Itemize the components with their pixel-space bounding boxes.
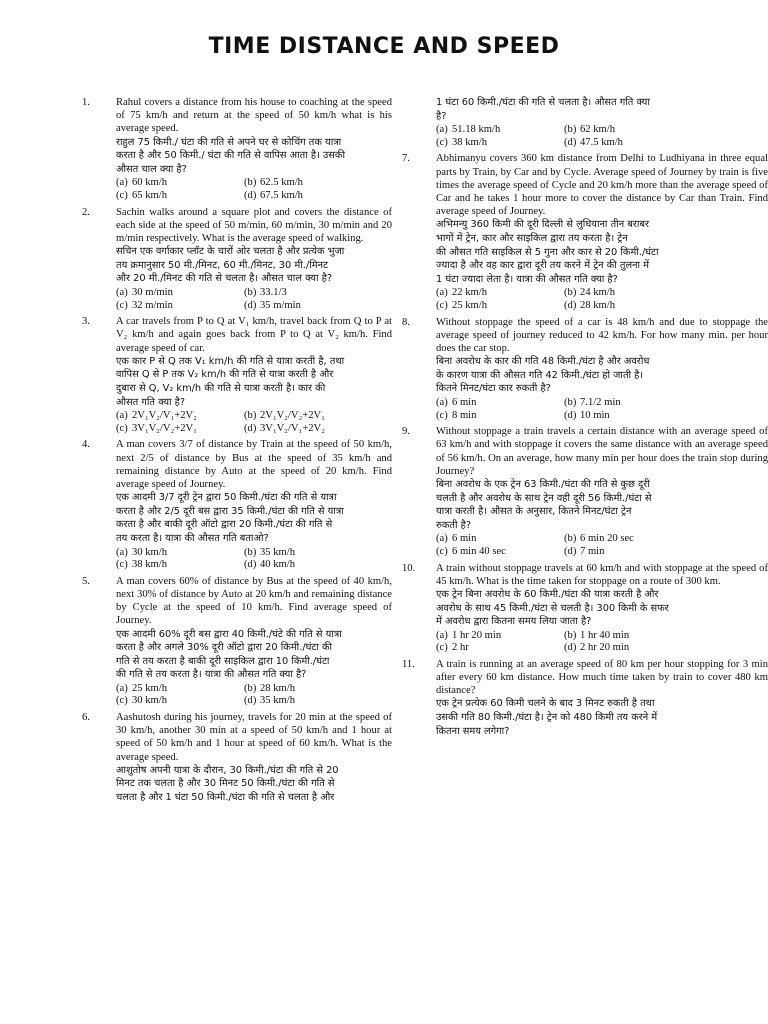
- question: [82, 206, 392, 313]
- question-number: 11.: [402, 658, 415, 670]
- answer-options: [436, 630, 768, 655]
- answer-options: [116, 547, 392, 572]
- question-text-hindi: यात्रा करती है। औसत के अनुसार, कितने मिनट/घंटा ट्रेन: [436, 506, 632, 518]
- question-text-hindi: 1 घंटा ज्यादा लेता है। यात्रा की औसत गति क्या है?: [436, 273, 618, 285]
- option-value: 8 min: [452, 409, 477, 421]
- question-text-hindi: चलती है और अवरोध के साथ ट्रेन वही दूरी 56 किमी./घंटा से: [436, 492, 652, 504]
- option-value: 30 m/min: [132, 286, 173, 298]
- option-label: (b): [564, 287, 577, 299]
- option-value: 25 km/h: [132, 682, 168, 694]
- question: [402, 316, 768, 423]
- option-value: 35 m/min: [260, 299, 301, 311]
- question-text-english: Rahul covers a distance from his house to coaching at the speed of 75 km/h and return at the speed of 50 km/h what is his average speed.: [116, 97, 392, 135]
- question-text-hindi: एक कार P से Q तक V₁ km/h की गति से यात्रा करती है, तथा: [116, 355, 345, 367]
- option-value: 32 m/min: [132, 299, 173, 311]
- question-text-hindi: चलता है और 1 घंटा 50 किमी./घंटा की गति से चलता है और: [116, 792, 335, 804]
- option-value: 67.5 km/h: [260, 189, 303, 201]
- option-value: 7.1/2 min: [580, 396, 621, 408]
- option-value: 40 km/h: [260, 559, 296, 571]
- question: [82, 711, 392, 805]
- option-label: (d): [564, 642, 577, 654]
- question-text-hindi: बिना अवरोध के एक ट्रेन 63 किमी./घंटा की गति से कुछ दूरी: [436, 478, 650, 490]
- question-text-hindi: आशुतोष अपनी यात्रा के दौरान, 30 किमी./घंटा की गति से 20: [116, 764, 339, 776]
- answer-options: [436, 397, 768, 422]
- question-text-hindi: औसत चाल क्या है?: [116, 163, 187, 175]
- question-text-english: Without stoppage the speed of a car is 48 km/h and due to stoppage the average speed of journey reduced to 42 km/h. For how many min. per hour does the car stop.: [436, 316, 768, 354]
- option-label: (d): [244, 695, 257, 707]
- answer-options: [436, 124, 768, 149]
- option-label: (c): [436, 545, 448, 557]
- question-text-hindi: एक ट्रेन प्रत्येक 60 किमी चलने के बाद 3 मिनट रुकती है तथा: [436, 698, 655, 710]
- question-text-hindi: एक आदमी 60% दूरी बस द्वारा 40 किमी./घंटे की गति से यात्रा: [116, 628, 342, 640]
- question-text-hindi: कितना समय लगेगा?: [436, 725, 510, 737]
- question-text-hindi: करता है और 50 किमी./ घंटा की गति से वापिस आता है। उसकी: [116, 150, 345, 162]
- option-label: (b): [244, 177, 257, 189]
- question-text-hindi: तय करता है। यात्रा की औसत गति बताओ?: [116, 532, 269, 544]
- option-label: (c): [436, 642, 448, 654]
- option-label: (d): [564, 299, 577, 311]
- question-text-hindi: अभिमन्यु 360 किमी की दूरी दिल्ली से लुधियाना तीन बराबर: [436, 219, 649, 231]
- option-label: (b): [564, 124, 577, 136]
- option-value: 28 km/h: [580, 299, 616, 311]
- option-value: 30 km/h: [132, 695, 168, 707]
- question-number: 1.: [82, 97, 90, 108]
- question: [402, 152, 768, 312]
- question-text-hindi: की औसत गति साइकिल से 5 गुना और कार से 20 किमी./घंटा: [436, 246, 659, 258]
- option-label: (a): [116, 682, 128, 694]
- option-label: (a): [116, 286, 128, 298]
- option-label: (a): [436, 124, 448, 136]
- question-text-hindi: के कारण यात्रा की औसत गति 42 किमी./घंटा हो जाती है।: [436, 369, 644, 381]
- option-label: (b): [564, 396, 577, 408]
- question-text-hindi: में अवरोध द्वारा कितना समय लिया जाता है?: [436, 616, 592, 628]
- option-value: 7 min: [580, 545, 605, 557]
- option-value: 51.18 km/h: [452, 124, 501, 136]
- left-column: [82, 96, 392, 808]
- question-number: 5.: [82, 575, 90, 587]
- question-text-english: Aashutosh during his journey, travels for 20 min at the speed of 30 km/h, another 30 min at a speed of 50 km/h and 1 hour at speed of 50 km/h and 1 hour at speed of 60 km/h. What is the average speed.: [116, 712, 392, 763]
- question: [402, 658, 768, 738]
- option-label: (a): [436, 287, 448, 299]
- question-text-hindi: करता है और 2/5 दूरी बस द्वारा 35 किमी./घंटा की गति से यात्रा: [116, 505, 344, 517]
- question-text-hindi: ज्यादा है और वह कार द्वारा दूरी तय करने में ट्रेन की तुलना में: [436, 260, 650, 272]
- page-title: TIME DISTANCE AND SPEED: [208, 34, 560, 59]
- option-label: (d): [564, 409, 577, 421]
- question-text-hindi: 1 घंटा 60 किमी./घंटा की गति से चलता है। औसत गति क्या: [436, 97, 650, 108]
- option-value: 1 hr 20 min: [452, 629, 502, 641]
- option-label: (c): [436, 299, 448, 311]
- question-text-english: A train is running at an average speed of 80 km per hour stopping for 3 min after every 60 km distance. How much time taken by train to cover 480 km distance?: [436, 658, 768, 697]
- question-text-hindi: औसत गति क्या है?: [116, 396, 186, 408]
- question-number: 3.: [82, 316, 90, 328]
- question-text-hindi: करता है और अगले 30% दूरी ऑटो द्वारा 20 किमी./घंटा की: [116, 642, 333, 654]
- question-text-hindi: है?: [436, 110, 447, 122]
- question-text-hindi: वापिस Q से P तक V₂ km/h की गति से यात्रा करती है और: [116, 369, 334, 381]
- option-value: 62 km/h: [580, 124, 616, 136]
- question-text-english: Abhimanyu covers 360 km distance from Delhi to Ludhiyana in three equal parts by Train, by Car and by Cycle. Average speed of Journey by train is five times the average speed of Cycle and 20 km/h more than the average speed of Car and he takes 1 hour more to cover the distance by Car than Train. Find average speed of Journey.: [436, 153, 768, 218]
- question-number: 8.: [402, 316, 410, 328]
- question: [402, 96, 768, 149]
- option-label: (a): [116, 177, 128, 189]
- option-value: 25 km/h: [452, 299, 488, 311]
- option-value: 33.1/3: [260, 286, 287, 298]
- question: [82, 315, 392, 435]
- option-label: (b): [244, 682, 257, 694]
- option-label: (c): [116, 189, 128, 201]
- question-number: 2.: [82, 206, 90, 218]
- option-value: 28 km/h: [260, 682, 296, 694]
- answer-options: [116, 683, 392, 708]
- option-value: 6 min: [452, 396, 477, 408]
- option-label: (d): [244, 559, 257, 571]
- question-text-hindi: भागों में ट्रेन, कार और साइकिल द्वारा तय करता है। ट्रेन: [436, 232, 628, 244]
- option-value: 60 km/h: [132, 177, 168, 189]
- question-text-hindi: सचिन एक वर्गाकार प्लॉट के चारों ओर चलता है और प्रत्येक भुजा: [116, 246, 345, 258]
- option-label: (c): [116, 422, 128, 434]
- answer-options: [436, 533, 768, 558]
- option-label: (a): [116, 410, 128, 422]
- right-column: [402, 96, 768, 741]
- option-value: 35 km/h: [260, 546, 296, 558]
- answer-options: [116, 177, 392, 202]
- answer-options: [436, 287, 768, 312]
- question-text-hindi: अवरोध के साथ 45 किमी./घंटा से चलती है। 300 किमी के सफर: [436, 602, 669, 614]
- question-text-hindi: रुकती है?: [436, 519, 472, 531]
- option-label: (c): [436, 136, 448, 148]
- option-label: (b): [564, 533, 577, 545]
- question-text-english: A car travels from P to Q at V₁ km/h, travel back from Q to P at V₂ km/h and again goes back from P to Q at V₂ km/h. Find average speed of car.: [116, 316, 392, 354]
- option-value: 2 hr 20 min: [580, 642, 630, 654]
- question-text-hindi: तय क्रमानुसार 50 मी./मिनट, 60 मी./मिनट, 30 मी./मिनट: [116, 259, 328, 271]
- question: [402, 425, 768, 558]
- option-label: (a): [436, 396, 448, 408]
- option-label: (b): [244, 410, 257, 422]
- option-label: (c): [116, 299, 128, 311]
- option-value: 35 km/h: [260, 695, 296, 707]
- option-value: 10 min: [580, 409, 610, 421]
- answer-options: [116, 287, 392, 312]
- option-value: 62.5 km/h: [260, 177, 303, 189]
- question-text-hindi: कितने मिनट/घंटा कार रुकती है?: [436, 383, 551, 395]
- option-value: 6 min 20 sec: [580, 533, 634, 545]
- option-label: (a): [436, 629, 448, 641]
- question-text-hindi: करता है और बाकी दूरी ऑटो द्वारा 20 किमी./घंटा की गति से: [116, 519, 333, 531]
- option-value: 2V₁V₂/V₂+2V₁: [260, 410, 325, 422]
- option-value: 2V₁V₂/V₁+2V₂: [132, 410, 197, 422]
- option-label: (b): [564, 629, 577, 641]
- question-text-english: A man covers 60% of distance by Bus at the speed of 40 km/h, next 30% of distance by Auto at 20 km/h and remaining distance by Cycle at the speed of 10 km/h. Find average speed of Journey.: [116, 575, 392, 627]
- option-label: (c): [116, 559, 128, 571]
- answer-options: [116, 410, 392, 435]
- option-label: (b): [244, 546, 257, 558]
- question: [82, 96, 392, 203]
- question-number: 6.: [82, 712, 90, 724]
- option-value: 1 hr 40 min: [580, 629, 630, 641]
- question-number: 4.: [82, 439, 90, 451]
- question: [82, 575, 392, 708]
- option-value: 30 km/h: [132, 546, 168, 558]
- option-value: 3V₁V₂/V₁+2V₂: [260, 422, 325, 434]
- question: [82, 438, 392, 571]
- option-value: 24 km/h: [580, 287, 616, 299]
- option-label: (a): [436, 533, 448, 545]
- option-value: 38 km/h: [132, 559, 168, 571]
- question-number: 10.: [402, 562, 416, 574]
- option-label: (b): [244, 286, 257, 298]
- option-label: (d): [564, 136, 577, 148]
- option-label: (d): [244, 422, 257, 434]
- option-value: 6 min: [452, 533, 477, 545]
- question-text-english: A train without stoppage travels at 60 km/h and with stoppage at the speed of 45 km/h. What is the time taken for stoppage on a route of 300 km.: [436, 562, 768, 587]
- question-text-hindi: गति से तय करता है बाकी दूरी साइकिल द्वारा 10 किमी./घंटा: [116, 655, 330, 667]
- option-label: (c): [116, 695, 128, 707]
- question: [402, 562, 768, 655]
- question-number: 7.: [402, 153, 410, 165]
- option-value: 22 km/h: [452, 287, 488, 299]
- question-text-hindi: राहुल 75 किमी./ घंटा की गति से अपने घर से कोचिंग तक यात्रा: [116, 136, 342, 148]
- option-value: 47.5 km/h: [580, 136, 623, 148]
- option-value: 6 min 40 sec: [452, 545, 506, 557]
- question-text-hindi: और 20 मी./मिनट की गति से चलता है। औसत चाल क्या है?: [116, 273, 333, 285]
- question-text-hindi: मिनट तक चलता है और 30 मिनट 50 किमी./घंटा की गति से: [116, 778, 335, 790]
- question-text-hindi: एक ट्रेन बिना अवरोध के 60 किमी./घंटा की यात्रा करती है और: [436, 588, 659, 600]
- option-label: (a): [116, 546, 128, 558]
- question-text-hindi: एक आदमी 3/7 दूरी ट्रेन द्वारा 50 किमी./घंटा की गति से यात्रा: [116, 492, 337, 504]
- option-value: 38 km/h: [452, 136, 488, 148]
- question-text-hindi: बिना अवरोध के कार की गति 48 किमी./घंटा है और अवरोध: [436, 356, 650, 368]
- option-label: (d): [244, 189, 257, 201]
- question-text-hindi: उसकी गति 80 किमी./घंटा है। ट्रेन को 480 किमी तय करने में: [436, 712, 658, 724]
- question-text-hindi: की गति से तय करता है। यात्रा की औसत गति क्या है?: [116, 669, 307, 681]
- option-value: 65 km/h: [132, 189, 168, 201]
- option-value: 2 hr: [452, 642, 469, 654]
- question-text-english: Without stoppage a train travels a certain distance with an average speed of 63 km/h and with stoppage it covers the same distance with an average speed of 56 km/h. On an average, how many min per hour does the train stop during Journey?: [436, 426, 768, 477]
- option-value: 3V₁V₂/V₂+2V₁: [132, 422, 197, 434]
- option-label: (d): [244, 299, 257, 311]
- option-label: (d): [564, 545, 577, 557]
- question-text-english: A man covers 3/7 of distance by Train at the speed of 50 km/h, next 2/5 of distance by Bus at the speed of 35 km/h and remaining distance by Auto at the speed of 20 km/h. Find average speed of Journey.: [116, 439, 392, 490]
- question-text-hindi: दुबारा से Q, V₂ km/h की गति से यात्रा करती है। कार की: [116, 382, 326, 394]
- question-number: 9.: [402, 426, 410, 438]
- question-text-english: Sachin walks around a square plot and covers the distance of each side at the speed of 50 m/min, 60 m/min, 30 m/min and 20 m/min respectively. What is the average speed of walking.: [116, 206, 392, 244]
- option-label: (c): [436, 409, 448, 421]
